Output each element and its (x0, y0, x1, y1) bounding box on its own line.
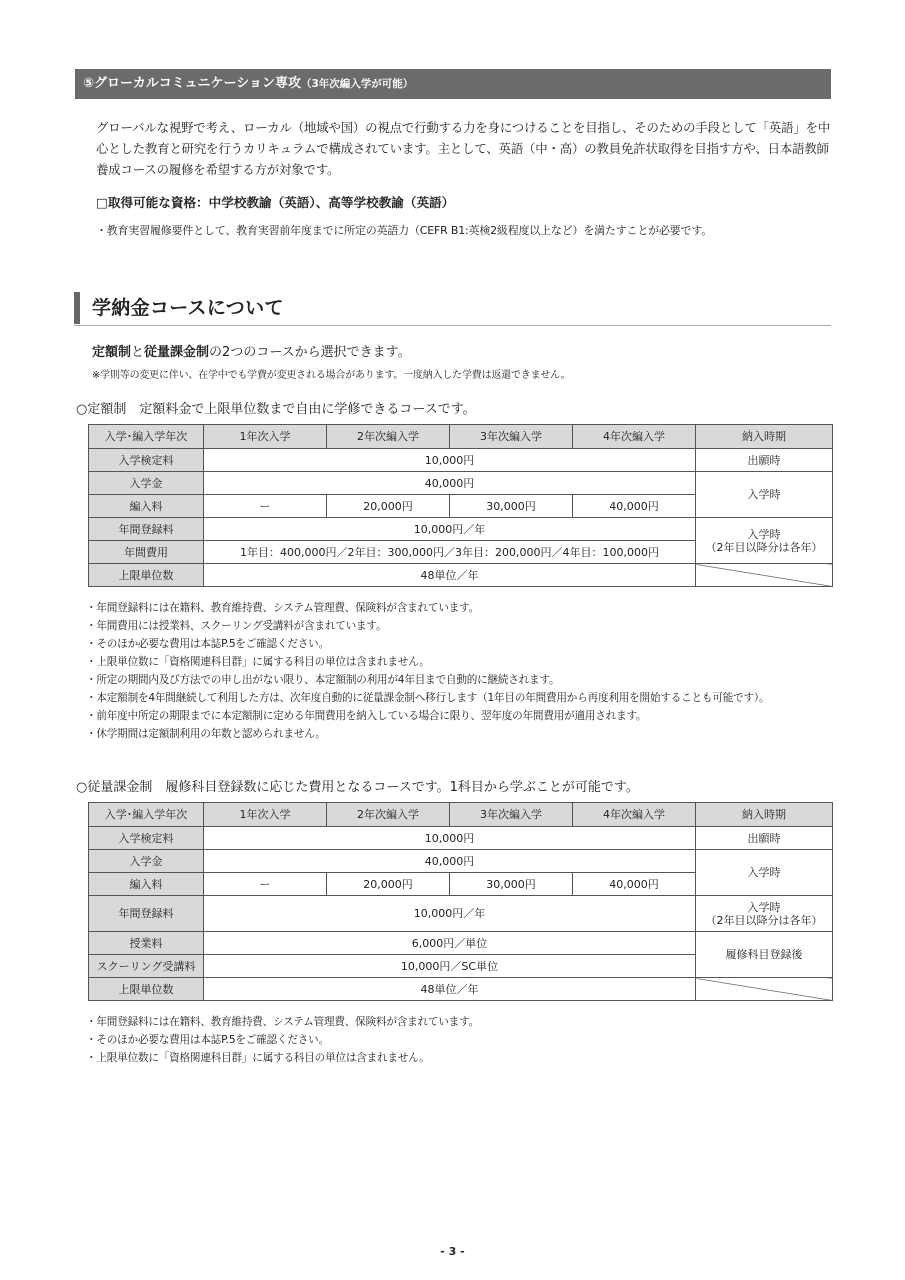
cell-value: ー (204, 495, 327, 518)
row-label: 年間登録料 (89, 896, 204, 932)
row-label: スクーリング受講料 (89, 955, 204, 978)
header-year2: 2年次編入学 (327, 803, 450, 827)
row-label: 編入料 (89, 873, 204, 896)
section-description: グローバルな視野で考え、ローカル（地域や国）の視点で行動する力を身につけることを目指し、そのための手段として「英語」を中心とした教育と研究を行うカリキュラムで構成されています。主として、英語（中・高）の教員免許状取得を目指す方や、日本語教師養成コースの履修を希望する方が対象です。 (96, 120, 831, 177)
cell-value: 10,000円／年 (204, 896, 696, 932)
metered-fee-table (88, 802, 833, 1001)
intro-connector: と (131, 345, 145, 360)
timing-line: （2年目以降分は各年） (705, 913, 823, 927)
list-item: ・そのほか必要な費用は本誌P.5をご確認ください。 (86, 1034, 329, 1046)
empty-slash-cell (696, 564, 833, 587)
header-year4: 4年次編入学 (573, 803, 696, 827)
table-row (89, 850, 833, 873)
list-item: ・所定の期間内及び方法での申し出がない限り、本定額制の利用が4年目まで自動的に継続されます。 (86, 674, 560, 686)
list-item: ・前年度中所定の期限までに本定額制に定める年間費用を納入している場合に限り、翌年度の年間費用が適用されます。 (86, 710, 647, 722)
list-item: ・休学期間は定額制利用の年数と認められません。 (86, 728, 326, 740)
metered-plan-title: ○従量課金制 履修科目登録数に応じた費用となるコースです。1科目から学ぶことが可能です。 (76, 780, 639, 795)
table-header-row (89, 803, 833, 827)
list-item: ・そのほか必要な費用は本誌P.5をご確認ください。 (86, 638, 329, 650)
row-label: 上限単位数 (89, 564, 204, 587)
section-subtitle: （3年次編入学が可能） (300, 78, 414, 90)
row-label: 入学金 (89, 850, 204, 873)
header-year2: 2年次編入学 (327, 425, 450, 449)
cell-value: 20,000円 (327, 495, 450, 518)
cell-value: 10,000円 (204, 827, 696, 850)
row-label: 年間費用 (89, 541, 204, 564)
table-row (89, 932, 833, 955)
section-header-bar (75, 69, 831, 99)
row-label: 年間登録料 (89, 518, 204, 541)
header-year3: 3年次編入学 (450, 803, 573, 827)
cell-value: 40,000円 (204, 850, 696, 873)
metered-plan-label: 従量課金制 (144, 345, 210, 360)
fees-intro (92, 341, 411, 360)
cell-timing: 履修科目登録後 (696, 932, 833, 978)
timing-line: 入学時 (747, 900, 781, 914)
cell-timing: 出願時 (696, 449, 833, 472)
list-item: ・年間登録料には在籍料、教育維持費、システム管理費、保険料が含まれています。 (86, 602, 480, 614)
cell-value: 10,000円 (204, 449, 696, 472)
metered-notes (86, 1013, 479, 1067)
cell-value: 30,000円 (450, 873, 573, 896)
row-label: 入学金 (89, 472, 204, 495)
list-item: ・上限単位数に「資格関連科目群」に属する科目の単位は含まれません。 (86, 656, 430, 668)
table-row (89, 978, 833, 1001)
cell-value: ー (204, 873, 327, 896)
header-timing: 納入時期 (696, 803, 833, 827)
training-requirement-note: ・教育実習履修要件として、教育実習前年度までに所定の英語力（CEFR B1:英検2級程度以上など）を満たすことが必要です。 (96, 224, 713, 237)
heading-underline (74, 325, 831, 326)
list-item: ・年間費用には授業料、スクーリング受講料が含まれています。 (86, 620, 387, 632)
empty-slash-cell (696, 978, 833, 1001)
heading-accent-bar (74, 292, 80, 324)
fixed-plan-label: 定額制 (92, 345, 132, 360)
cell-value: 40,000円 (573, 873, 696, 896)
table-row (89, 472, 833, 495)
table-row (89, 518, 833, 541)
cell-timing (696, 518, 833, 564)
fixed-notes (86, 599, 769, 743)
cell-value: 10,000円／年 (204, 518, 696, 541)
table-row (89, 449, 833, 472)
row-label: 入学検定料 (89, 449, 204, 472)
fixed-plan-title: ○定額制 定額料金で上限単位数まで自由に学修できるコースです。 (76, 402, 476, 417)
cell-timing (696, 896, 833, 932)
header-year1: 1年次入学 (204, 425, 327, 449)
row-label: 授業料 (89, 932, 204, 955)
table-row (89, 827, 833, 850)
header-year: 入学･編入学年次 (89, 803, 204, 827)
header-year3: 3年次編入学 (450, 425, 573, 449)
cell-value: 40,000円 (573, 495, 696, 518)
cell-timing: 入学時 (696, 472, 833, 518)
header-timing: 納入時期 (696, 425, 833, 449)
cell-value: 10,000円／SC単位 (204, 955, 696, 978)
cell-value: 20,000円 (327, 873, 450, 896)
header-year4: 4年次編入学 (573, 425, 696, 449)
qualifications: □取得可能な資格：中学校教諭（英語）、高等学校教諭（英語） (96, 195, 455, 210)
row-label: 上限単位数 (89, 978, 204, 1001)
intro-rest: の2つのコースから選択できます。 (209, 345, 411, 360)
table-row (89, 564, 833, 587)
page-number: - 3 - (440, 1245, 465, 1258)
cell-value: 48単位／年 (204, 564, 696, 587)
header-year: 入学･編入学年次 (89, 425, 204, 449)
header-year1: 1年次入学 (204, 803, 327, 827)
timing-line: （2年目以降分は各年） (705, 540, 823, 554)
cell-value: 48単位／年 (204, 978, 696, 1001)
fees-heading: 学納金コースについて (92, 297, 284, 319)
row-label: 編入料 (89, 495, 204, 518)
cell-timing: 入学時 (696, 850, 833, 896)
table-header-row (89, 425, 833, 449)
section-title: ⑤グローカルコミュニケーション専攻 (83, 76, 301, 91)
cell-timing: 出願時 (696, 827, 833, 850)
fees-change-note: ※学則等の変更に伴い、在学中でも学費が変更される場合があります。一度納入した学費は返還できません。 (92, 370, 571, 381)
list-item: ・上限単位数に「資格関連科目群」に属する科目の単位は含まれません。 (86, 1052, 430, 1064)
timing-line: 入学時 (747, 527, 781, 541)
cell-value: 6,000円／単位 (204, 932, 696, 955)
list-item: ・年間登録料には在籍料、教育維持費、システム管理費、保険料が含まれています。 (86, 1016, 480, 1028)
row-label: 入学検定料 (89, 827, 204, 850)
fixed-fee-table (88, 424, 833, 587)
cell-value: 40,000円 (204, 472, 696, 495)
cell-value: 30,000円 (450, 495, 573, 518)
table-row (89, 896, 833, 932)
cell-value: 1年目：400,000円／2年目：300,000円／3年目：200,000円／4年目：100,000円 (204, 541, 696, 564)
list-item: ・本定額制を4年間継続して利用した方は、次年度自動的に従量課金制へ移行します（1年目の年間費用から再度利用を開始することも可能です）。 (86, 692, 770, 704)
